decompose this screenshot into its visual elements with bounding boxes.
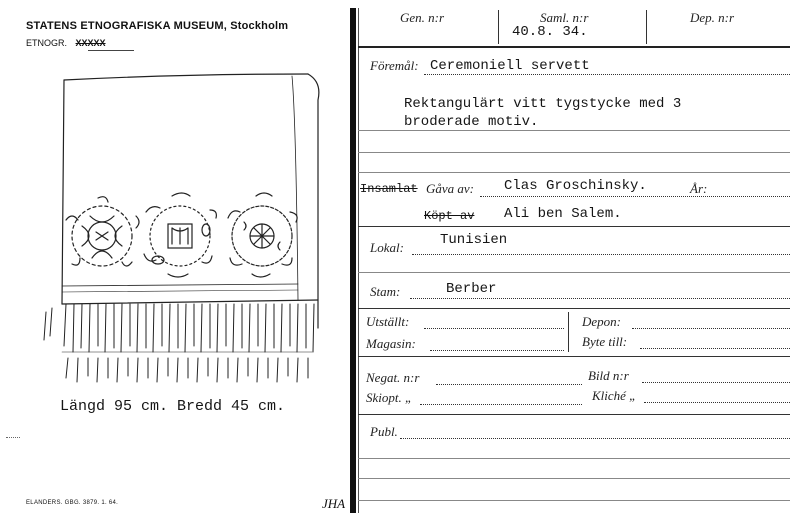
kliche-label: Kliché „ <box>592 388 637 403</box>
card-spine-inner <box>358 8 359 513</box>
magasin-label: Magasin: <box>366 336 416 351</box>
negat-label: Negat. n:r <box>366 370 420 385</box>
publ-label: Publ. <box>370 424 398 439</box>
margin-mark <box>6 436 20 438</box>
description-line-2: broderade motiv. <box>404 114 539 130</box>
gava-line <box>480 196 790 197</box>
number-divider-1 <box>498 10 499 44</box>
section-rule <box>358 414 790 415</box>
negat-line <box>436 384 582 385</box>
kliche-line <box>644 402 790 403</box>
stam-value: Berber <box>446 281 497 297</box>
ruled-line <box>358 272 790 273</box>
ruled-line <box>358 500 790 501</box>
description-line-1: Rektangulärt vitt tygstycke med 3 <box>404 96 682 112</box>
header-rule <box>358 46 790 48</box>
napkin-drawing <box>40 60 330 390</box>
ruled-line <box>358 130 790 131</box>
number-divider-2 <box>646 10 647 44</box>
utstallt-label: Utställt: <box>366 314 410 329</box>
depon-label: Depon: <box>582 314 621 329</box>
ruled-line <box>358 152 790 153</box>
stam-label: Stam: <box>370 284 401 299</box>
foremal-label: Föremål: <box>370 58 419 73</box>
napkin-right-edge <box>308 74 319 328</box>
seller-value: Ali ben Salem. <box>504 206 622 222</box>
department-prefix: ETNOGR. <box>26 38 68 48</box>
napkin-top-edge <box>64 74 308 80</box>
skiopt-line <box>420 404 582 405</box>
dimensions-caption: Längd 95 cm. Bredd 45 cm. <box>60 398 286 415</box>
utstallt-line <box>424 328 564 329</box>
byte-till-label: Byte till: <box>582 334 628 349</box>
handwritten-mark: JHA <box>322 496 346 511</box>
dep-nr-label: Dep. n:r <box>690 10 735 25</box>
embroidery-motif-left <box>66 197 139 266</box>
gen-nr-label: Gen. n:r <box>400 10 445 25</box>
utstallt-divider <box>568 312 569 352</box>
lokal-value: Tunisien <box>440 232 508 248</box>
gava-value: Clas Groschinsky. <box>504 178 647 194</box>
department-underline <box>88 50 134 51</box>
saml-nr-value: 40.8. 34. <box>512 24 588 40</box>
ruled-line <box>358 172 790 173</box>
printer-footer: ELANDERS. GBG. 3879. 1. 64. <box>26 500 119 506</box>
publ-line <box>400 438 790 439</box>
embroidery-motif-center <box>144 193 216 277</box>
lokal-line <box>412 254 790 255</box>
embroidery-motif-right <box>228 193 297 277</box>
bild-label: Bild n:r <box>588 368 629 383</box>
section-rule <box>358 356 790 357</box>
ar-label: År: <box>690 181 708 196</box>
kopt-struck: Köpt av <box>424 209 475 223</box>
magasin-line <box>430 350 564 351</box>
department-struck: XXXXX <box>75 38 106 48</box>
gava-label: Gåva av: <box>426 181 475 196</box>
department-line <box>26 38 106 48</box>
lokal-label: Lokal: <box>370 240 404 255</box>
byte-till-line <box>640 348 790 349</box>
section-rule <box>358 308 790 309</box>
section-rule <box>358 226 790 227</box>
ruled-line <box>358 478 790 479</box>
museum-name: STATENS ETNOGRAFISKA MUSEUM, Stockholm <box>26 20 289 32</box>
ruled-line <box>358 458 790 459</box>
stam-line <box>410 298 790 299</box>
insamlat-struck: Insamlat <box>360 182 418 196</box>
depon-line <box>632 328 790 329</box>
card-spine <box>350 8 356 513</box>
foremal-value: Ceremoniell servett <box>430 58 590 74</box>
napkin-left-edge <box>62 80 64 304</box>
bild-line <box>642 382 790 383</box>
saml-nr-label: Saml. n:r <box>540 10 589 25</box>
foremal-line <box>424 74 790 75</box>
skiopt-label: Skiopt. „ <box>366 390 413 405</box>
napkin-fringe <box>44 304 314 382</box>
